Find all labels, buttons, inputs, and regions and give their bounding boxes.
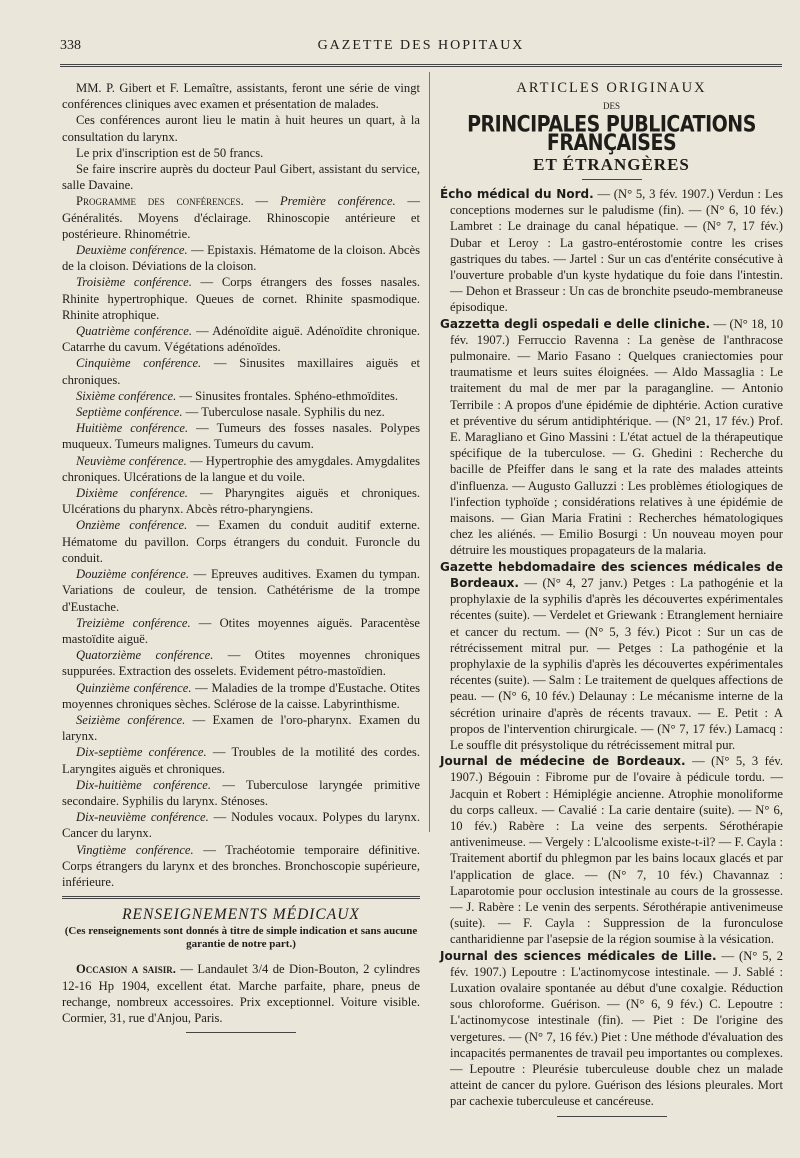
- right-column: [440, 80, 783, 1117]
- left-column: [62, 80, 420, 1033]
- conference-label: Huitième conférence.: [76, 421, 189, 436]
- conference-text: Nodules vocaux. Polypes du larynx. Cancer du larynx.: [62, 810, 421, 841]
- articles-des: DES: [602, 101, 620, 112]
- conference-item: Troisième conférence. — Corps étrangers des fosses nasales. Rhinite hypertrophique. Queues de cornet. Rhinite spasmodique. Rhinite atrophique.: [62, 275, 421, 322]
- conference-label: Dixième conférence.: [76, 486, 188, 501]
- conference-item: Huitième conférence. — Tumeurs des fosses nasales. Polypes muqueux. Tumeurs malignes. Tumeurs du cavum.: [62, 421, 420, 452]
- conference-text: Epistaxis. Hématome de la cloison. Abcès de la cloison. Déviations de la cloison.: [62, 243, 421, 274]
- end-rule: [186, 1032, 296, 1033]
- journal-entry: [440, 186, 783, 316]
- title-rule: [582, 179, 642, 180]
- conference-text: Otites moyennes chroniques suppurées. Extraction des osselets. Evidement pétro-mastoïdien.: [62, 648, 421, 679]
- end-rule: [557, 1116, 667, 1117]
- conference-label: Vingtième conférence.: [76, 842, 194, 857]
- journal-entry: [440, 753, 783, 947]
- conference-text: Epreuves auditives. Examen du tympan. Variations de couleur, de tension. Cathétérisme de la trompe d'Eustache.: [62, 567, 420, 614]
- conference-text: Généralités. Moyens d'éclairage. Rhinoscopie antérieure et postérieure. Rhinométrie.: [62, 210, 420, 241]
- conference-label: Troisième conférence.: [76, 275, 192, 290]
- journal-text: — (N° 4, 27 janv.) Petges : La pathogénie et la prophylaxie de la syphilis d'après les découvertes expérimentales récentes (suite). — Verdelet et Griewank : Etranglement herniaire et cancer du rectum. — (N° 5, 3 fév.) Picot : Sur un cas de rétrécissement mitral pur. — Petges : La pathogénie et la prophylaxie de la syphilis d'après les découvertes expérimentales récentes (suite). — Salm : Le traitement de quelques affections de peau. — (N° 6, 10 fév.) Delaunay : Le mécanisme interne de la sécrétion urinaire d'après de récents travaux. — E. Petit : A propos de l'intervention chirurgicale. — (N° 7, 17 fév.) Lamacq : Le souffle dit présystolique du rétrécissement mitral pur.: [450, 575, 783, 752]
- conference-label: Dix-huitième conférence.: [76, 777, 211, 792]
- conference-text: Examen de l'oro-pharynx. Examen du larynx.: [62, 712, 420, 744]
- column-separator: [429, 72, 430, 832]
- conference-label: Neuvième conférence.: [76, 453, 187, 468]
- conference-item: Sixième conférence. — Sinusites frontales. Sphéno-ethmoïdites.: [76, 388, 399, 403]
- publications-title: PRINCIPALES PUBLICATIONS FRANÇAISES: [467, 112, 756, 157]
- intro-paragraph: MM. P. Gibert et F. Lemaître, assistants, feront une série de vingt conférences cliniques avec examen et présentation de malades.: [62, 81, 420, 112]
- conference-item: Quinzième conférence. — Maladies de la trompe d'Eustache. Otites moyennes chroniques sèches. Sclérose de la caisse. Labyrinthisme.: [62, 680, 420, 711]
- conference-item: Neuvième conférence. — Hypertrophie des amygdales. Amygdalites chroniques. Ulcérations de la langue et du voile.: [62, 453, 421, 484]
- conference-text: Trachéotomie temporaire définitive. Corps étrangers du larynx et des bronches. Bronchoscopie supérieure, inférieure.: [62, 842, 420, 889]
- running-title: GAZETTE DES HOPITAUX: [317, 38, 525, 53]
- journal-entry: [440, 559, 783, 753]
- conference-text: Examen du conduit auditif externe. Hématome du pavillon. Corps étrangers du conduit. Furoncle du conduit.: [62, 518, 420, 565]
- conference-text: Tuberculose laryngée primitive secondaire. Syphilis du larynx. Sténoses.: [62, 777, 421, 808]
- classified-ad: [62, 961, 420, 1026]
- conference-item: Deuxième conférence. — Epistaxis. Hématome de la cloison. Abcès de la cloison. Déviations de la cloison.: [62, 243, 421, 274]
- conference-item: Programme des conférences. — Première conférence. — Généralités. Moyens d'éclairage. Rhinoscopie antérieure et postérieure. Rhinométrie.: [62, 194, 420, 241]
- journal-text: — (N° 18, 10 fév. 1907.) Ferruccio Ravenna : La genèse de l'anthracose pulmonaire. — Mario Fasano : Quelques craniectomies pour traumatisme et leurs suites éloignées. — Aldo Massaglia : Le traitement du mal de mer par la paragangline. — Antonio Terribile : A propos d'une épidémie de diphtérie. Action curative et préventive du sérum antidiphtérique. — (N° 21, 17 fév.) Prof. E. Maragliano et Gino Massini : L'état actuel de la thérapeutique spécifique de la tuberculose. — G. Ghedini : Recherche du bacille de Pfeiffer dans le sang et la rate des malades atteints d'influenza. — Augusto Galluzzi : Les problèmes étiologiques de l'infection typhoïde ; considérations relatives à une épidémie de maisons. — Gian Maria Fratini : Recherches hématologiques chez les aliénés. — Emilio Bosurgi : Un nouveau moyen pour détruire les moustiques propagateurs de la malaria.: [450, 316, 784, 558]
- conference-text: Tuberculose nasale. Syphilis du nez.: [201, 405, 385, 420]
- renseignements-note: (Ces renseignements sont donnés à titre de simple indication et sans aucune garantie de notre part.): [64, 925, 418, 951]
- conference-label: Quatorzième conférence.: [76, 648, 214, 663]
- conference-item: Septième conférence. — Tuberculose nasale. Syphilis du nez.: [76, 405, 385, 420]
- conference-text: Maladies de la trompe d'Eustache. Otites moyennes chroniques sèches. Sclérose de la caisse. Labyrinthisme.: [62, 680, 420, 711]
- conference-label: Onzième conférence.: [76, 518, 188, 533]
- journal-name: Écho médical du Nord.: [440, 187, 594, 202]
- conference-label: Quatrième conférence.: [76, 324, 192, 339]
- journal-entry: [440, 316, 783, 559]
- conference-text: Corps étrangers des fosses nasales. Rhinite hypertrophique. Queues de cornet. Rhinite spasmodique. Rhinite atrophique.: [62, 275, 421, 322]
- conference-item: Quatorzième conférence. — Otites moyennes chroniques suppurées. Extraction des osselets. Evidement pétro-mastoïdien.: [62, 648, 421, 679]
- conference-label: Sixième conférence.: [76, 388, 177, 403]
- journal-name: Gazette hebdomadaire des sciences médicales de Bordeaux.: [440, 559, 783, 590]
- page-header: [60, 38, 782, 58]
- journal-text: — (N° 5, 3 fév. 1907.) Bégouin : Fibrome pur de l'ovaire à pédicule tordu. — Jacquin et Robert : Hémiplégie ancienne. Atrophie monoliforme du corps calleux. — Cavalié : La carie dentaire (suite). — N° 6, 10 fév.) Rabère : La veine des serpents. Sérothérapie antivenimeuse. — Vergely : L'alcoolisme existe-t-il? — F. Cayla : Traitement abortif du phlegmon par les bains locaux glacés et par l'application de glace. — (N° 7, 10 fév.) Chavannaz : Laparotomie pour occlusion intestinale au cours de la grossesse. — J. Rabère : Le venin des serpents. Sérothérapie antivenimeuse (suite). — F. Cayla : Suppression de la furonculose cantharidienne par l'asepsie de la région soumise à la vésication.: [450, 754, 783, 947]
- conference-label: Première conférence.: [279, 194, 396, 209]
- conference-item: Dix-neuvième conférence. — Nodules vocaux. Polypes du larynx. Cancer du larynx.: [62, 810, 421, 841]
- conference-label: Cinquième conférence.: [76, 356, 202, 371]
- intro-paragraph: Se faire inscrire auprès du docteur Paul Gibert, assistant du service, salle Davaine.: [62, 162, 420, 193]
- journal-name: Gazzetta degli ospedali e delle cliniche.: [440, 316, 711, 331]
- journal-entry: [440, 948, 783, 1110]
- publications-subtitle: ET ÉTRANGÈRES: [533, 154, 690, 174]
- conference-label: Dix-septième conférence.: [76, 745, 207, 760]
- conference-text: Hypertrophie des amygdales. Amygdalites chroniques. Ulcérations de la langue et du voile.: [62, 453, 421, 484]
- journal-text: — (N° 5, 2 fév. 1907.) Lepoutre : L'actinomycose intestinale. — J. Sablé : Luxation ovalaire spontanée au début d'une coxalgie. Réduction sous chloroforme. Guérison. — (N° 6, 9 fév.) C. Lepoutre : L'actinomycose intestinale (fin). — Piet : De l'origine des vergetures. — (N° 7, 16 fév.) Piet : Une méthode d'évaluation des incapacités permanentes de travail peu importantes ou complexes. — Lepoutre : Pleurésie tuberculeuse double chez un malade atteint de cancer du pylore. Guérison des lésions pleurales. Mort par cachexie tuberculeuse et cancéreuse.: [450, 948, 783, 1109]
- conference-item: Onzième conférence. — Examen du conduit auditif externe. Hématome du pavillon. Corps étrangers du conduit. Furoncle du conduit.: [62, 518, 420, 565]
- header-rule: [60, 64, 782, 67]
- conference-label: Treizième conférence.: [76, 615, 191, 630]
- intro-paragraph: Le prix d'inscription est de 50 francs.: [76, 145, 264, 160]
- articles-title: ARTICLES ORIGINAUX: [516, 80, 707, 96]
- journal-name: Journal des sciences médicales de Lille.: [440, 948, 717, 963]
- conference-item: Dix-septième conférence. — Troubles de la motilité des cordes. Laryngites aiguës et chroniques.: [62, 745, 420, 776]
- conference-text: Adénoïdite aiguë. Adénoïdite chronique. Catarrhe du cavum. Végétations adénoïdes.: [62, 324, 421, 355]
- ad-text: — Landaulet 3/4 de Dion-Bouton, 2 cylindres 12-16 Hp 1904, excellent état. Marche parfaite, phare, pneus de rechange, nombreux accessoires. Prix exceptionnel. Voiture visible. Cormier, 31, rue d'Anjou, Paris.: [62, 962, 420, 1025]
- conference-label: Quinzième conférence.: [76, 680, 192, 695]
- page-number: 338: [60, 38, 81, 53]
- conference-label: Douzième conférence.: [76, 567, 189, 582]
- conference-text: Sinusites maxillaires aiguës et chroniques.: [62, 356, 420, 387]
- conference-text: Pharyngites aiguës et chroniques. Ulcérations du pharynx. Abcès rétro-pharyngiens.: [62, 486, 421, 517]
- conference-text: Tumeurs des fosses nasales. Polypes muqueux. Tumeurs malignes. Tumeurs du cavum.: [62, 421, 420, 452]
- section-rule: [62, 896, 420, 899]
- conference-item: Treizième conférence. — Otites moyennes aiguës. Paracentèse mastoïdite aiguë.: [62, 615, 420, 646]
- conference-text: Troubles de la motilité des cordes. Laryngites aiguës et chroniques.: [62, 745, 420, 776]
- intro-paragraph: Ces conférences auront lieu le matin à huit heures un quart, à la consultation du larynx.: [62, 113, 420, 144]
- conference-label: Septième conférence.: [76, 405, 183, 420]
- conference-item: Douzième conférence. — Epreuves auditives. Examen du tympan. Variations de couleur, de tension. Cathétérisme de la trompe d'Eustache.: [62, 567, 420, 614]
- ad-label: Occasion a saisir.: [76, 962, 176, 977]
- conference-item: Cinquième conférence. — Sinusites maxillaires aiguës et chroniques.: [62, 356, 420, 387]
- journal-text: — (N° 5, 3 fév. 1907.) Verdun : Les conceptions modernes sur le paludisme (fin). — (N° 6, 10 fév.) Lambret : Le drainage du canal hépatique. — (N° 7, 17 fév.) Dubar et Leroy : La gastro-entérostomie contre les crises gastriques du tabes. — Jartel : Sur un cas d'entérite consécutive à l'ouverture probable d'un kyste hydatique du foie dans l'intestin. — Dehon et Brasseur : Un cas de bronchite pseudo-membraneuse épisodique.: [450, 187, 784, 315]
- conference-item: Quatrième conférence. — Adénoïdite aiguë. Adénoïdite chronique. Catarrhe du cavum. Végétations adénoïdes.: [62, 324, 421, 355]
- programme-label: Programme des conférences.: [76, 194, 244, 209]
- conference-label: Seizième conférence.: [76, 712, 186, 727]
- conference-item: Dixième conférence. — Pharyngites aiguës et chroniques. Ulcérations du pharynx. Abcès rétro-pharyngiens.: [62, 486, 421, 517]
- conference-item: Dix-huitième conférence. — Tuberculose laryngée primitive secondaire. Syphilis du larynx. Sténoses.: [62, 777, 421, 808]
- conference-item: Vingtième conférence. — Trachéotomie temporaire définitive. Corps étrangers du larynx et des bronches. Bronchoscopie supérieure, inférieure.: [62, 842, 420, 889]
- conference-text: Sinusites frontales. Sphéno-ethmoïdites.: [195, 388, 399, 403]
- conference-label: Deuxième conférence.: [76, 243, 188, 258]
- conference-label: Dix-neuvième conférence.: [76, 810, 209, 825]
- journal-name: Journal de médecine de Bordeaux.: [440, 754, 686, 769]
- renseignements-title: RENSEIGNEMENTS MÉDICAUX: [122, 906, 360, 924]
- conference-text: Otites moyennes aiguës. Paracentèse mastoïdite aiguë.: [62, 615, 420, 646]
- conference-item: Seizième conférence. — Examen de l'oro-pharynx. Examen du larynx.: [62, 712, 420, 744]
